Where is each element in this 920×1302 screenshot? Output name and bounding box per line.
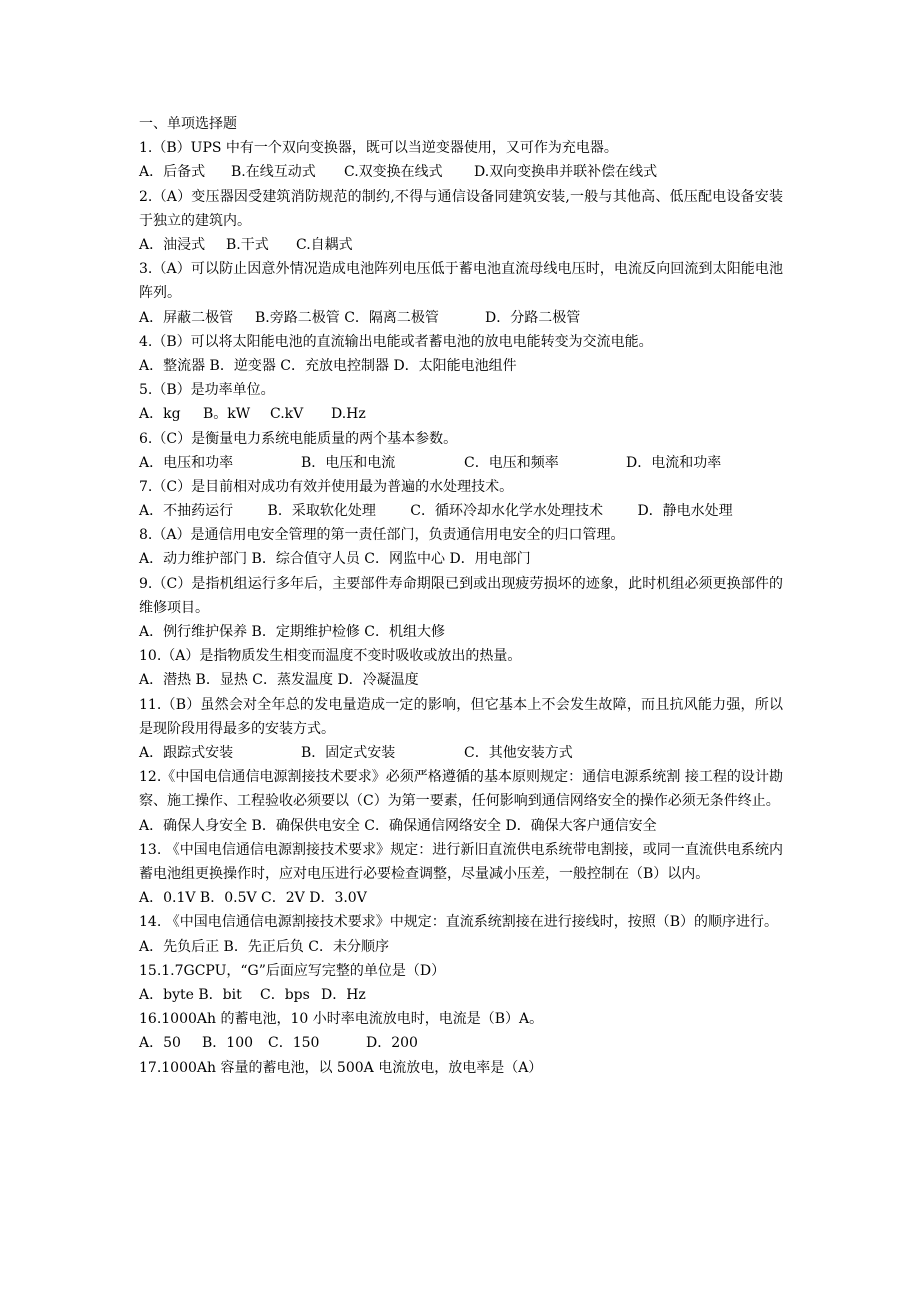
answer-options xyxy=(139,160,783,184)
question-text: 9.（C）是指机组运行多年后，主要部件寿命期限已到或出现疲劳损坏的迹象，此时机组必须更换部件的维修项目。 xyxy=(139,575,783,616)
option: B．100 xyxy=(202,1035,254,1052)
question-text: 2.（A）变压器因受建筑消防规范的制约,不得与通信设备同建筑安装,一般与其他高、低压配电设备安装于独立的建筑内。 xyxy=(139,188,783,229)
question-text: 16.1000Ah 的蓄电池，10 小时率电流放电时，电流是（B）A。 xyxy=(139,1011,544,1028)
option: D．200 xyxy=(366,1035,418,1052)
question-text: 13. 《中国电信通信电源割接技术要求》规定：进行新旧直流供电系统带电割接，或同一直流供电系统内蓄电池组更换操作时，应对电压进行必要检查调整，尽量减小压差，一般控制在（B）以内。 xyxy=(139,841,783,882)
option: C．bps xyxy=(260,986,310,1003)
option: A．动力维护部门 B．综合值守人员 C．网监中心 D．用电部门 xyxy=(139,551,531,568)
option: A．油浸式 xyxy=(139,236,206,253)
question-list xyxy=(139,112,783,1080)
option: C.双变换在线式 xyxy=(344,164,443,181)
question-text: 8.（A）是通信用电安全管理的第一责任部门，负责通信用电安全的归口管理。 xyxy=(139,527,625,544)
option: A．先负后正 B．先正后负 C．未分顺序 xyxy=(139,938,390,955)
option: A．50 xyxy=(139,1035,181,1052)
option: B.旁路二极管 C．隔离二极管 xyxy=(255,309,439,326)
question-text: 14. 《中国电信通信电源割接技术要求》中规定：直流系统割接在进行接线时，按照（B）的顺序进行。 xyxy=(139,914,779,931)
option: B。kW xyxy=(203,406,251,423)
answer-options xyxy=(139,814,783,838)
answer-options xyxy=(139,620,783,644)
option: C．150 xyxy=(268,1035,320,1052)
option: D．Hz xyxy=(321,986,366,1003)
answer-options xyxy=(139,402,783,426)
answer-options: A．不抽药运行 B．采取软化处理 C．循环冷却水化学水处理技术 D．静电水处理 xyxy=(139,503,733,520)
question-text: 12.《中国电信通信电源割接技术要求》必须严格遵循的基本原则规定：通信电源系统割 接工程的设计勘察、施工操作、工程验收必须要以（C）为第一要素，任何影响到通信网络安全的操作必须无条件终止。 xyxy=(139,769,783,810)
answer-options xyxy=(139,886,783,910)
option: D.双向变换串并联补偿在线式 xyxy=(474,164,658,181)
option: D．电流和功率 xyxy=(626,454,722,471)
option: C．其他安装方式 xyxy=(464,745,573,762)
answer-options xyxy=(139,983,783,1007)
option: A．潜热 B．显热 C．蒸发温度 D．冷凝温度 xyxy=(139,672,419,689)
question-text: 17.1000Ah 容量的蓄电池，以 500A 电流放电，放电率是（A） xyxy=(139,1059,543,1076)
question-text: 5.（B）是功率单位。 xyxy=(139,382,275,399)
option: A．0.1V B．0.5V C．2V D．3.0V xyxy=(139,890,367,907)
option: B．固定式安装 xyxy=(301,745,396,762)
section-title: 一、单项选择题 xyxy=(139,116,237,132)
answer-options xyxy=(139,1031,783,1055)
question-text: 4.（B）可以将太阳能电池的直流输出电能或者蓄电池的放电电能转变为交流电能。 xyxy=(139,333,653,350)
answer-options xyxy=(139,354,783,378)
option: B.在线互动式 xyxy=(231,164,316,181)
option: A．kg xyxy=(139,406,181,423)
option: B．电压和电流 xyxy=(301,454,396,471)
option: A．后备式 xyxy=(139,164,206,181)
option: C.自耦式 xyxy=(296,236,353,253)
option: D．分路二极管 xyxy=(485,309,581,326)
option: A．电压和功率 xyxy=(139,454,234,471)
option: A．byte B．bit xyxy=(139,986,242,1003)
option: A．整流器 B．逆变器 C．充放电控制器 D．太阳能电池组件 xyxy=(139,357,517,374)
option: C.kV xyxy=(270,406,304,423)
answer-options xyxy=(139,668,783,692)
answer-options xyxy=(139,741,783,765)
option: D.Hz xyxy=(331,406,366,423)
question-text: 11.（B）虽然会对全年总的发电量造成一定的影响，但它基本上不会发生故障，而且抗风能力强，所以是现阶段用得最多的安装方式。 xyxy=(139,696,783,737)
question-text: 6.（C）是衡量电力系统电能质量的两个基本参数。 xyxy=(139,430,458,447)
answer-options xyxy=(139,547,783,571)
option: B.干式 xyxy=(226,236,269,253)
option: A．跟踪式安装 xyxy=(139,745,234,762)
answer-options xyxy=(139,306,783,330)
question-text: 1.（B）UPS 中有一个双向变换器，既可以当逆变器使用，又可作为充电器。 xyxy=(139,140,618,157)
question-text: 3.（A）可以防止因意外情况造成电池阵列电压低于蓄电池直流母线电压时，电流反向回流到太阳能电池阵列。 xyxy=(139,261,783,302)
question-text: 15.1.7GCPU，“G”后面应写完整的单位是（D） xyxy=(139,962,446,979)
answer-options xyxy=(139,233,783,257)
question-text: 10.（A）是指物质发生相变而温度不变时吸收或放出的热量。 xyxy=(139,648,522,665)
answer-options xyxy=(139,935,783,959)
option: A．屏蔽二极管 xyxy=(139,309,234,326)
option: A．例行维护保养 B．定期维护检修 C．机组大修 xyxy=(139,624,446,641)
option: A．确保人身安全 B．确保供电安全 C．确保通信网络安全 D．确保大客户通信安全 xyxy=(139,817,657,834)
question-text: 7.（C）是目前相对成功有效并使用最为普遍的水处理技术。 xyxy=(139,478,514,495)
option: C．电压和频率 xyxy=(464,454,559,471)
answer-options xyxy=(139,451,783,475)
